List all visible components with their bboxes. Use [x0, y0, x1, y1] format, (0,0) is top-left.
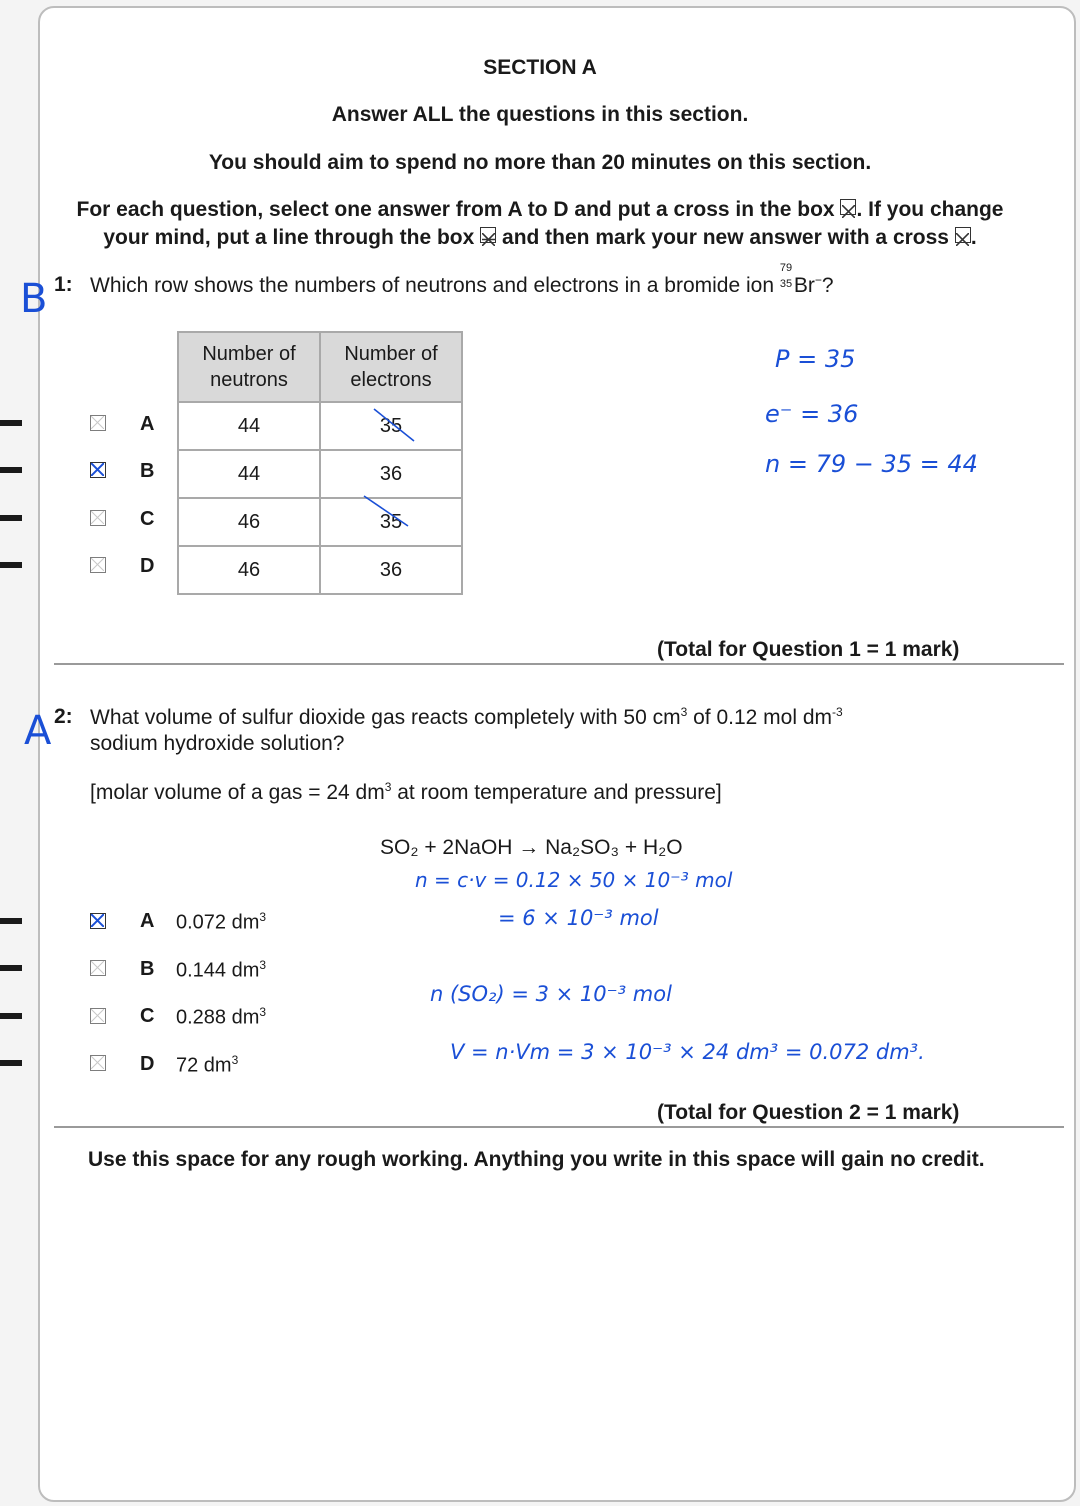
margin-mark: [0, 1060, 22, 1066]
col-electrons: Number of electrons: [320, 332, 462, 402]
table-header-row: [178, 332, 462, 402]
handwritten-answer: A: [24, 708, 52, 754]
col-neutrons: Number of neutrons: [178, 332, 320, 402]
question-total: (Total for Question 2 = 1 mark): [657, 1101, 960, 1124]
handwritten-work: n (SO₂) = 3 × 10⁻³ mol: [430, 982, 672, 1006]
divider: [54, 663, 1064, 665]
option-value: 0.144 $dm^3$: [176, 958, 267, 982]
margin-mark: [0, 965, 22, 971]
margin-mark: [0, 515, 22, 521]
margin-mark: [0, 918, 22, 924]
checkbox-option-c[interactable]: [90, 1008, 106, 1024]
option-letter: D: [140, 1053, 155, 1075]
instruction-all: Answer ALL the questions in this section.: [331, 103, 749, 126]
option-letter: B: [140, 460, 155, 482]
option-letter: D: [140, 555, 155, 577]
table-row: 46 36: [178, 546, 462, 594]
margin-mark: [0, 420, 22, 426]
margin-mark: [0, 1013, 22, 1019]
handwritten-work: V = n·Vm = 3 × 10⁻³ × 24 dm³ = 0.072 dm³.: [450, 1040, 925, 1064]
checkbox-option-b[interactable]: [90, 462, 106, 478]
checkbox-option-b[interactable]: [90, 960, 106, 976]
checkbox-option-d[interactable]: [90, 1055, 106, 1071]
option-value: 0.288 $dm^3$: [176, 1005, 267, 1029]
question-text: What volume of sulfur dioxide gas reacts completely with 50 $cm^3$ of 0.12 mol $dm^{-3}$: [90, 705, 843, 729]
strike-mark: [360, 492, 420, 532]
question-text-line-2: sodium hydroxide solution?: [90, 732, 345, 755]
table-row: 44 36: [178, 450, 462, 498]
instruction-line-2: your mind, put a line through the box and then mark your new answer with a cross .: [103, 226, 977, 249]
margin-mark: [0, 562, 22, 568]
option-value: 0.072 $dm^3$: [176, 910, 267, 934]
handwritten-work: n = 79 − 35 = 44: [765, 450, 978, 478]
divider: [54, 1126, 1064, 1128]
checkbox-option-a[interactable]: [90, 913, 106, 929]
section-title: SECTION A: [483, 56, 597, 79]
molar-volume-note: [molar volume of a gas = 24 $dm^3$ at room temperature and pressure]: [90, 780, 722, 804]
question-total: (Total for Question 1 = 1 mark): [657, 638, 960, 661]
table-row: 44 35: [178, 402, 462, 450]
option-letter: C: [140, 1005, 155, 1027]
handwritten-work: P = 35: [775, 345, 856, 373]
struck-box-icon: [480, 227, 496, 243]
table-row: 46 35: [178, 498, 462, 546]
crossed-box-icon: [955, 227, 971, 243]
checkbox-option-a[interactable]: [90, 415, 106, 431]
crossed-box-icon: [840, 199, 856, 215]
option-letter: C: [140, 508, 155, 530]
margin-mark: [0, 467, 22, 473]
strike-mark: [370, 405, 420, 445]
chemical-equation: SO₂ + 2NaOH → Na₂SO₃ + H₂O: [380, 836, 683, 859]
handwritten-answer: B: [20, 276, 48, 322]
question-number: 1:: [54, 273, 73, 296]
instruction-time: You should aim to spend no more than 20 minutes on this section.: [208, 151, 872, 174]
handwritten-work: n = c·v = 0.12 × 50 × 10⁻³ mol: [415, 868, 733, 892]
checkbox-option-d[interactable]: [90, 557, 106, 573]
option-letter: A: [140, 413, 155, 435]
option-value: 72 $dm^3$: [176, 1053, 239, 1077]
rough-working-note: Use this space for any rough working. Anything you write in this space will gain no credit.: [88, 1148, 985, 1171]
question-text: Which row shows the numbers of neutrons and electrons in a bromide ion 79 35 Br−?: [90, 262, 834, 297]
option-letter: B: [140, 958, 155, 980]
answer-table: [177, 331, 463, 595]
handwritten-work: = 6 × 10⁻³ mol: [498, 906, 659, 930]
option-letter: A: [140, 910, 155, 932]
handwritten-work: e⁻ = 36: [765, 400, 859, 428]
checkbox-option-c[interactable]: [90, 510, 106, 526]
question-number: 2:: [54, 705, 73, 728]
instruction-line-1: For each question, select one answer from A to D and put a cross in the box . If you change: [76, 198, 1004, 221]
